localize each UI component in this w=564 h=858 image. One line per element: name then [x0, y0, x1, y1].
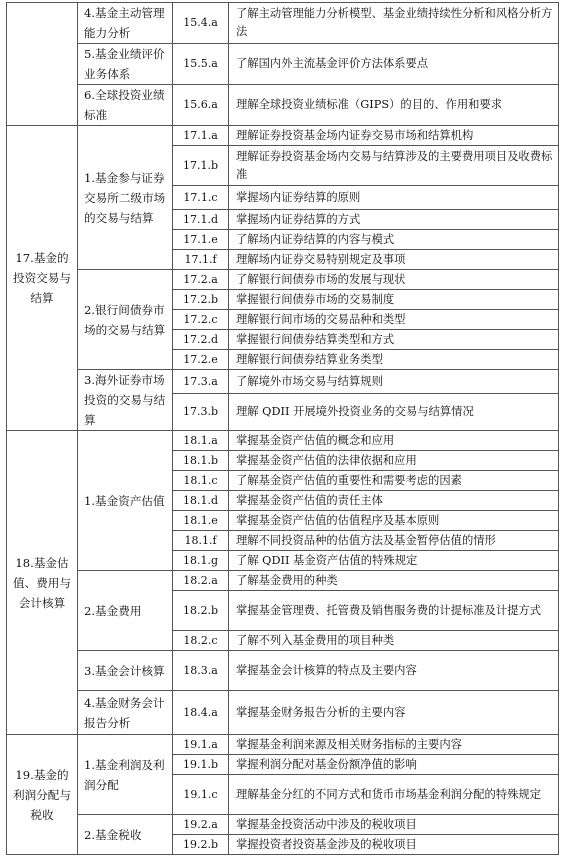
requirement-cell: 理解证券投资基金场内交易与结算涉及的主要费用项目及收费标准: [229, 146, 559, 186]
code-cell: 19.2.a: [173, 815, 229, 835]
code-cell: 18.1.b: [173, 451, 229, 471]
requirement-cell: 了解不列入基金费用的项目种类: [229, 631, 559, 651]
code-cell: 18.2.a: [173, 571, 229, 591]
requirement-cell: 了解国内外主流基金评价方法体系要点: [229, 44, 559, 85]
requirement-cell: 理解银行间市场的交易品种和类型: [229, 310, 559, 330]
requirement-cell: 掌握基金管理费、托管费及销售服务费的计提标准及计提方式: [229, 591, 559, 631]
requirement-cell: 掌握利润分配对基金份额净值的影响: [229, 755, 559, 775]
code-cell: 18.1.a: [173, 431, 229, 451]
code-cell: 18.1.d: [173, 491, 229, 511]
requirement-cell: 理解全球投资业绩标准（GIPS）的目的、作用和要求: [229, 85, 559, 126]
code-cell: 17.3.a: [173, 370, 229, 394]
subtopic-cell: 6.全球投资业绩标准: [78, 85, 173, 126]
code-cell: 18.1.g: [173, 551, 229, 571]
requirement-cell: 掌握基金利润来源及相关财务指标的主要内容: [229, 735, 559, 755]
subtopic-cell: 3.海外证券市场投资的交易与结算: [78, 370, 173, 431]
subtopic-cell: 1.基金利润及利润分配: [78, 735, 173, 815]
requirement-cell: 掌握基金资产估值的估值程序及基本原则: [229, 511, 559, 531]
code-cell: 18.1.f: [173, 531, 229, 551]
subtopic-cell: 1.基金参与证券交易所二级市场的交易与结算: [78, 126, 173, 270]
table-row: [7, 44, 559, 85]
table-row: [7, 3, 559, 44]
topic-cell: 19.基金的利润分配与税收: [7, 735, 78, 855]
code-cell: 19.1.a: [173, 735, 229, 755]
code-cell: 17.1.f: [173, 250, 229, 270]
requirement-cell: 了解基金费用的种类: [229, 571, 559, 591]
subtopic-cell: 3.基金会计核算: [78, 651, 173, 691]
code-cell: 19.1.c: [173, 775, 229, 815]
code-cell: 17.3.b: [173, 394, 229, 431]
requirement-cell: 了解银行间债券市场的发展与现状: [229, 270, 559, 290]
code-cell: 17.2.b: [173, 290, 229, 310]
code-cell: 19.1.b: [173, 755, 229, 775]
requirement-cell: 掌握基金资产估值的法律依据和应用: [229, 451, 559, 471]
subtopic-cell: 4.基金财务会计报告分析: [78, 691, 173, 735]
subtopic-cell: 2.基金税收: [78, 815, 173, 855]
code-cell: 17.1.a: [173, 126, 229, 146]
code-cell: 17.1.d: [173, 210, 229, 230]
requirement-cell: 掌握基金投资活动中涉及的税收项目: [229, 815, 559, 835]
code-cell: 19.2.b: [173, 835, 229, 855]
syllabus-table: [6, 2, 559, 855]
table-row: [7, 85, 559, 126]
table-row: [7, 691, 559, 735]
subtopic-cell: 2.基金费用: [78, 571, 173, 651]
code-cell: 17.2.d: [173, 330, 229, 350]
requirement-cell: 掌握基金财务报告分析的主要内容: [229, 691, 559, 735]
subtopic-cell: 5.基金业绩评价业务体系: [78, 44, 173, 85]
code-cell: 17.1.b: [173, 146, 229, 186]
subtopic-cell: 1.基金资产估值: [78, 431, 173, 571]
code-cell: 17.1.e: [173, 230, 229, 250]
table-row: [7, 431, 559, 451]
requirement-cell: 掌握场内证券结算的原则: [229, 186, 559, 210]
code-cell: 18.2.b: [173, 591, 229, 631]
requirement-cell: 了解主动管理能力分析模型、基金业绩持续性分析和风格分析方法: [229, 3, 559, 44]
requirement-cell: 了解 QDII 基金资产估值的特殊规定: [229, 551, 559, 571]
code-cell: 17.2.c: [173, 310, 229, 330]
table-row: [7, 270, 559, 290]
table-row: [7, 815, 559, 835]
code-cell: 18.2.c: [173, 631, 229, 651]
topic-cell-continued: [7, 3, 78, 126]
code-cell: 18.1.e: [173, 511, 229, 531]
code-cell: 17.1.c: [173, 186, 229, 210]
requirement-cell: 理解 QDII 开展境外投资业务的交易与结算情况: [229, 394, 559, 431]
code-cell: 15.6.a: [173, 85, 229, 126]
requirement-cell: 了解境外市场交易与结算规则: [229, 370, 559, 394]
subtopic-cell: 4.基金主动管理能力分析: [78, 3, 173, 44]
table-row: [7, 571, 559, 591]
code-cell: 18.1.c: [173, 471, 229, 491]
table-row: [7, 126, 559, 146]
code-cell: 18.3.a: [173, 651, 229, 691]
requirement-cell: 理解银行间债券结算业务类型: [229, 350, 559, 370]
code-cell: 17.2.a: [173, 270, 229, 290]
requirement-cell: 掌握基金资产估值的责任主体: [229, 491, 559, 511]
requirement-cell: 理解场内证券交易特别规定及事项: [229, 250, 559, 270]
requirement-cell: 掌握银行间债券结算类型和方式: [229, 330, 559, 350]
requirement-cell: 掌握场内证券结算的方式: [229, 210, 559, 230]
requirement-cell: 了解基金资产估值的重要性和需要考虑的因素: [229, 471, 559, 491]
requirement-cell: 了解场内证券结算的内容与模式: [229, 230, 559, 250]
code-cell: 15.5.a: [173, 44, 229, 85]
requirement-cell: 理解不同投资品种的估值方法及基金暂停估值的情形: [229, 531, 559, 551]
topic-cell: 18.基金估值、费用与会计核算: [7, 431, 78, 735]
requirement-cell: 掌握基金会计核算的特点及主要内容: [229, 651, 559, 691]
table-row: [7, 370, 559, 394]
subtopic-cell: 2.银行间债券市场的交易与结算: [78, 270, 173, 370]
requirement-cell: 理解证券投资基金场内证券交易市场和结算机构: [229, 126, 559, 146]
table-row: [7, 735, 559, 755]
code-cell: 15.4.a: [173, 3, 229, 44]
requirement-cell: 理解基金分红的不同方式和货币市场基金利润分配的特殊规定: [229, 775, 559, 815]
table-row: [7, 651, 559, 691]
requirement-cell: 掌握基金资产估值的概念和应用: [229, 431, 559, 451]
requirement-cell: 掌握投资者投资基金涉及的税收项目: [229, 835, 559, 855]
topic-cell: 17.基金的投资交易与结算: [7, 126, 78, 431]
code-cell: 18.4.a: [173, 691, 229, 735]
code-cell: 17.2.e: [173, 350, 229, 370]
requirement-cell: 掌握银行间债券市场的交易制度: [229, 290, 559, 310]
